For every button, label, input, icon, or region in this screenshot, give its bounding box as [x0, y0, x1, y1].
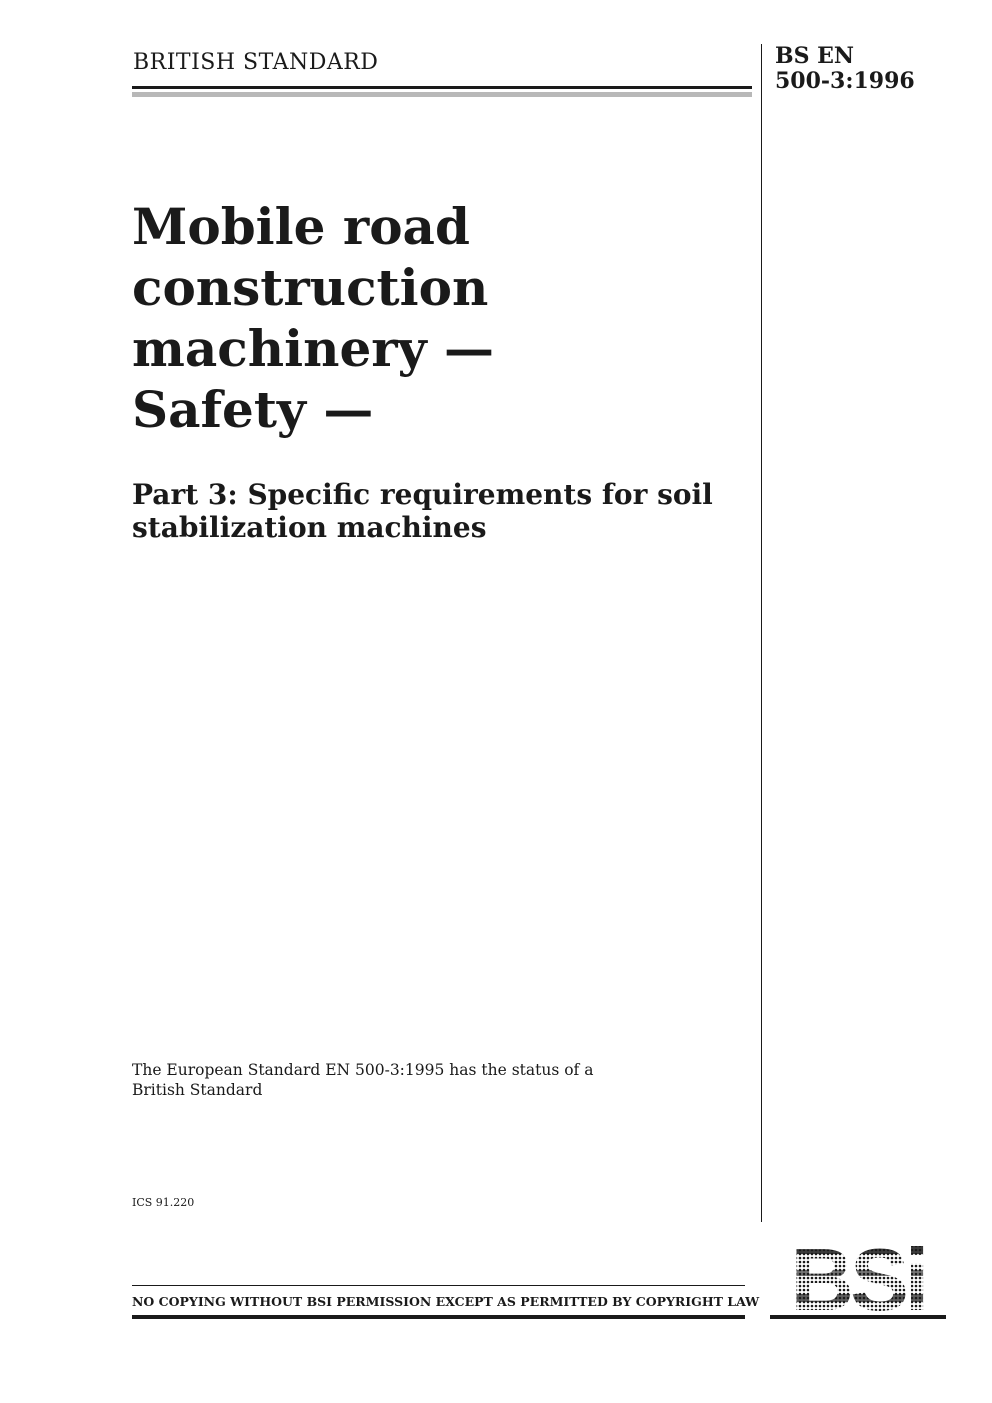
- document-number-line-2: 500-3:1996: [775, 68, 915, 94]
- header-rule: [132, 86, 752, 89]
- title-line: construction: [132, 258, 489, 317]
- header-rule-grey: [132, 92, 752, 97]
- column-divider: [761, 44, 762, 1222]
- title-line: machinery —: [132, 319, 495, 378]
- document-number: [775, 44, 955, 94]
- subtitle-line: stabilization machines: [132, 511, 487, 544]
- standard-type-label: BRITISH STANDARD: [133, 50, 379, 75]
- title-line: Safety —: [132, 380, 374, 439]
- bsi-logo-icon: [770, 1240, 946, 1320]
- copyright-notice: NO COPYING WITHOUT BSI PERMISSION EXCEPT AS PERMITTED BY COPYRIGHT LAW: [132, 1294, 760, 1309]
- footer-rule-top: [132, 1285, 745, 1286]
- title-line: Mobile road: [132, 197, 470, 256]
- footer-rule-bottom: [132, 1315, 745, 1319]
- document-subtitle: [132, 478, 742, 544]
- document-number-line-1: BS EN: [775, 43, 855, 69]
- document-title: [132, 196, 732, 440]
- logo-rule: [770, 1315, 946, 1319]
- subtitle-line: Part 3: Specific requirements for soil: [132, 478, 713, 511]
- ics-code: ICS 91.220: [132, 1196, 195, 1209]
- status-line: British Standard: [132, 1081, 263, 1099]
- status-line: The European Standard EN 500-3:1995 has the status of a: [132, 1061, 594, 1079]
- status-statement: [132, 1060, 692, 1100]
